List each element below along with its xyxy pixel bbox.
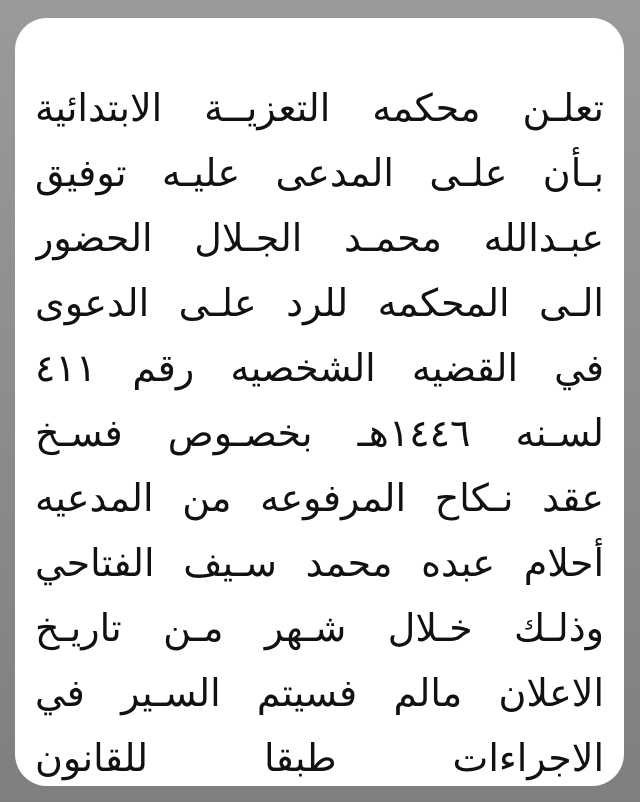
notice-line-7: عقد نـكاح المرفوعه من المدعيه <box>35 476 604 520</box>
notice-line-1: تعلـن محكمه التعزيــة الابتدائية <box>35 86 604 130</box>
notice-line-4: الـى المحكمه للرد علـى الدعوى <box>35 281 604 325</box>
notice-line-3: عبـدالله محمـد الجـلال الحضور <box>35 216 604 260</box>
notice-line-10: الاعلان مالم فسيتم السـير في <box>35 671 604 715</box>
notice-line-2: بـأن علـى المدعى عليـه توفيق <box>35 151 604 195</box>
notice-line-5: في القضيه الشخصيه رقم ٤١١ <box>35 346 604 390</box>
notice-line-6: لسـنه ١٤٤٦هـ بخصـوص فسـخ <box>35 411 604 455</box>
notice-card <box>15 18 624 786</box>
notice-line-11: الاجراءات طبقا للقانون <box>35 736 604 780</box>
notice-line-9: وذلـك خـلال شـهر مـن تاريـخ <box>35 606 604 650</box>
notice-line-8: أحلام عبده محمد سـيف الفتاحي <box>35 541 604 585</box>
